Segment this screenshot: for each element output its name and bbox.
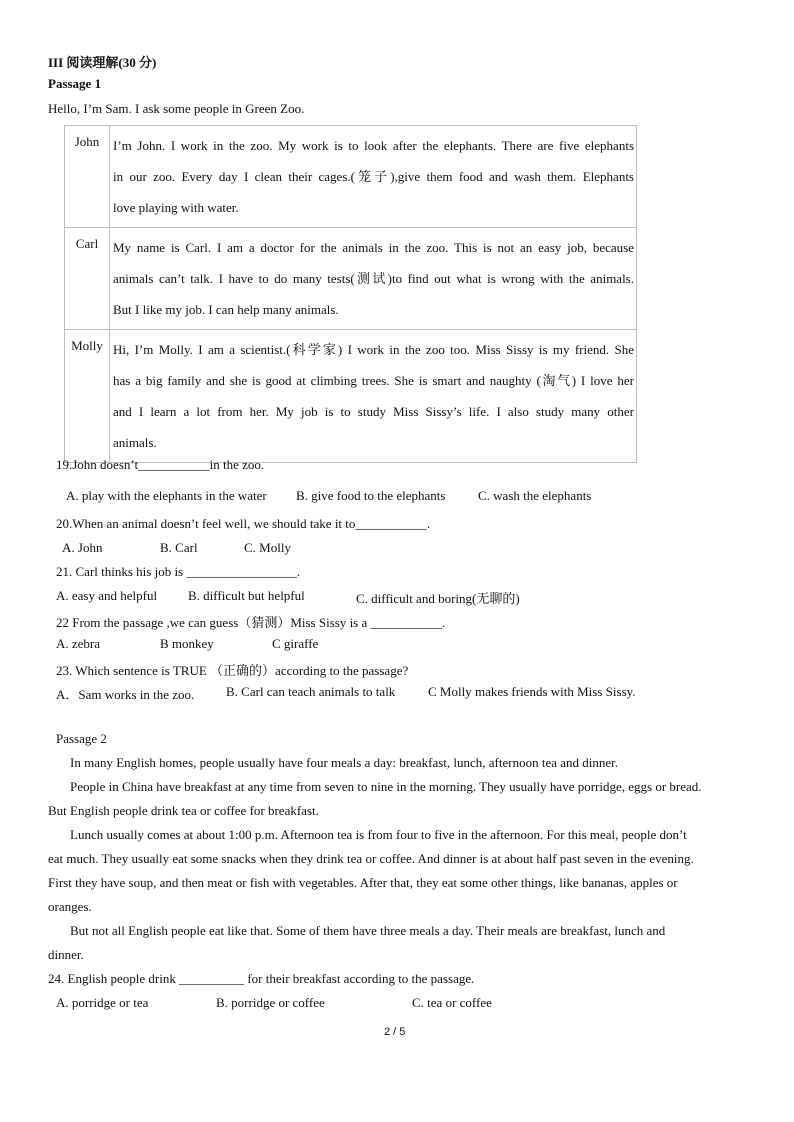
description-line: in our zoo. Every day I clean their cages.(笼子),give them food and wash them. Elephants — [113, 169, 634, 184]
description-line: I’m John. I work in the zoo. My work is to look after the elephants. There are five elephants — [113, 138, 634, 153]
table-row — [65, 330, 637, 463]
question-21-option-a: A. easy and helpful — [56, 588, 158, 603]
staff-description — [110, 228, 637, 330]
description-line: love playing with water. — [113, 200, 239, 215]
question-23-stem: 23. Which sentence is TRUE （正确的）according to the passage? — [56, 663, 409, 678]
table-row — [65, 126, 637, 228]
question-19-stem: 19.John doesn’t___________in the zoo. — [56, 457, 265, 472]
question-23-option-c: C Molly makes friends with Miss Sissy. — [428, 684, 636, 699]
passage1-intro: Hello, I’m Sam. I ask some people in Green Zoo. — [48, 101, 305, 116]
question-20-option-b: B. Carl — [160, 540, 198, 555]
passage2-line: eat much. They usually eat some snacks when they drink tea or coffee. And dinner is at about half past seven in the evening. — [48, 851, 694, 866]
question-21-option-b: B. difficult but helpful — [188, 588, 305, 603]
description-line: My name is Carl. I am a doctor for the animals in the zoo. This is not an easy job, because — [113, 240, 634, 255]
question-24-option-c: C. tea or coffee — [412, 995, 492, 1010]
passage2-line: But not all English people eat like that. Some of them have three meals a day. Their meals are breakfast, lunch and — [70, 923, 666, 938]
question-24-stem: 24. English people drink __________ for their breakfast according to the passage. — [48, 971, 475, 986]
question-22-option-a: A. zebra — [56, 636, 101, 651]
question-20-option-a: A. John — [62, 540, 103, 555]
zoo-staff-table — [64, 125, 637, 463]
question-22-option-b: B monkey — [160, 636, 214, 651]
passage1-heading: Passage 1 — [48, 76, 102, 91]
question-21-stem: 21. Carl thinks his job is _________________. — [56, 564, 301, 579]
staff-name: John — [65, 126, 110, 228]
staff-description — [110, 126, 637, 228]
passage2-line: First they have soup, and then meat or fish with vegetables. After that, they eat some other things, like bananas, apples or — [48, 875, 678, 890]
question-21-option-c: C. difficult and boring(无聊的) — [356, 591, 520, 606]
description-line: animals. — [113, 435, 157, 450]
description-line: and I learn a lot from her. My job is to study Miss Sissy’s life. I also study many other — [113, 404, 634, 419]
question-23-option-a: A．Sam works in the zoo. — [56, 687, 195, 702]
page-number: 2 / 5 — [384, 1026, 406, 1038]
staff-name: Molly — [65, 330, 110, 463]
question-23-option-b: B. Carl can teach animals to talk — [226, 684, 396, 699]
question-22-stem: 22 From the passage ,we can guess（猜测）Miss Sissy is a ___________. — [56, 615, 446, 630]
passage2-line: But English people drink tea or coffee for breakfast. — [48, 803, 319, 818]
section-title: III 阅读理解(30 分) — [48, 55, 157, 70]
description-line: But I like my job. I can help many animals. — [113, 302, 339, 317]
staff-description — [110, 330, 637, 463]
question-20-option-c: C. Molly — [244, 540, 291, 555]
passage2-line: Lunch usually comes at about 1:00 p.m. Afternoon tea is from four to five in the afternoon. For this meal, people don’t — [70, 827, 687, 842]
question-24-option-b: B. porridge or coffee — [216, 995, 325, 1010]
passage2-heading: Passage 2 — [56, 731, 107, 746]
question-22-option-c: C giraffe — [272, 636, 319, 651]
description-line: Hi, I’m Molly. I am a scientist.(科学家) I work in the zoo too. Miss Sissy is my friend. She — [113, 342, 634, 357]
description-line: animals can’t talk. I have to do many tests(测试)to find out what is wrong with the animals. — [113, 271, 634, 286]
question-24-option-a: A. porridge or tea — [56, 995, 149, 1010]
passage2-line: dinner. — [48, 947, 84, 962]
table-row — [65, 228, 637, 330]
question-19-option-a: A. play with the elephants in the water — [66, 488, 267, 503]
staff-name: Carl — [65, 228, 110, 330]
passage2-line: oranges. — [48, 899, 92, 914]
question-19-option-b: B. give food to the elephants — [296, 488, 446, 503]
question-20-stem: 20.When an animal doesn’t feel well, we should take it to___________. — [56, 516, 431, 531]
passage2-line: In many English homes, people usually have four meals a day: breakfast, lunch, afternoon tea and dinner. — [70, 755, 618, 770]
description-line: has a big family and she is good at climbing trees. She is smart and naughty (淘气) I love her — [113, 373, 634, 388]
question-19-option-c: C. wash the elephants — [478, 488, 592, 503]
passage2-line: People in China have breakfast at any time from seven to nine in the morning. They usually have porridge, eggs or bread. — [70, 779, 702, 794]
